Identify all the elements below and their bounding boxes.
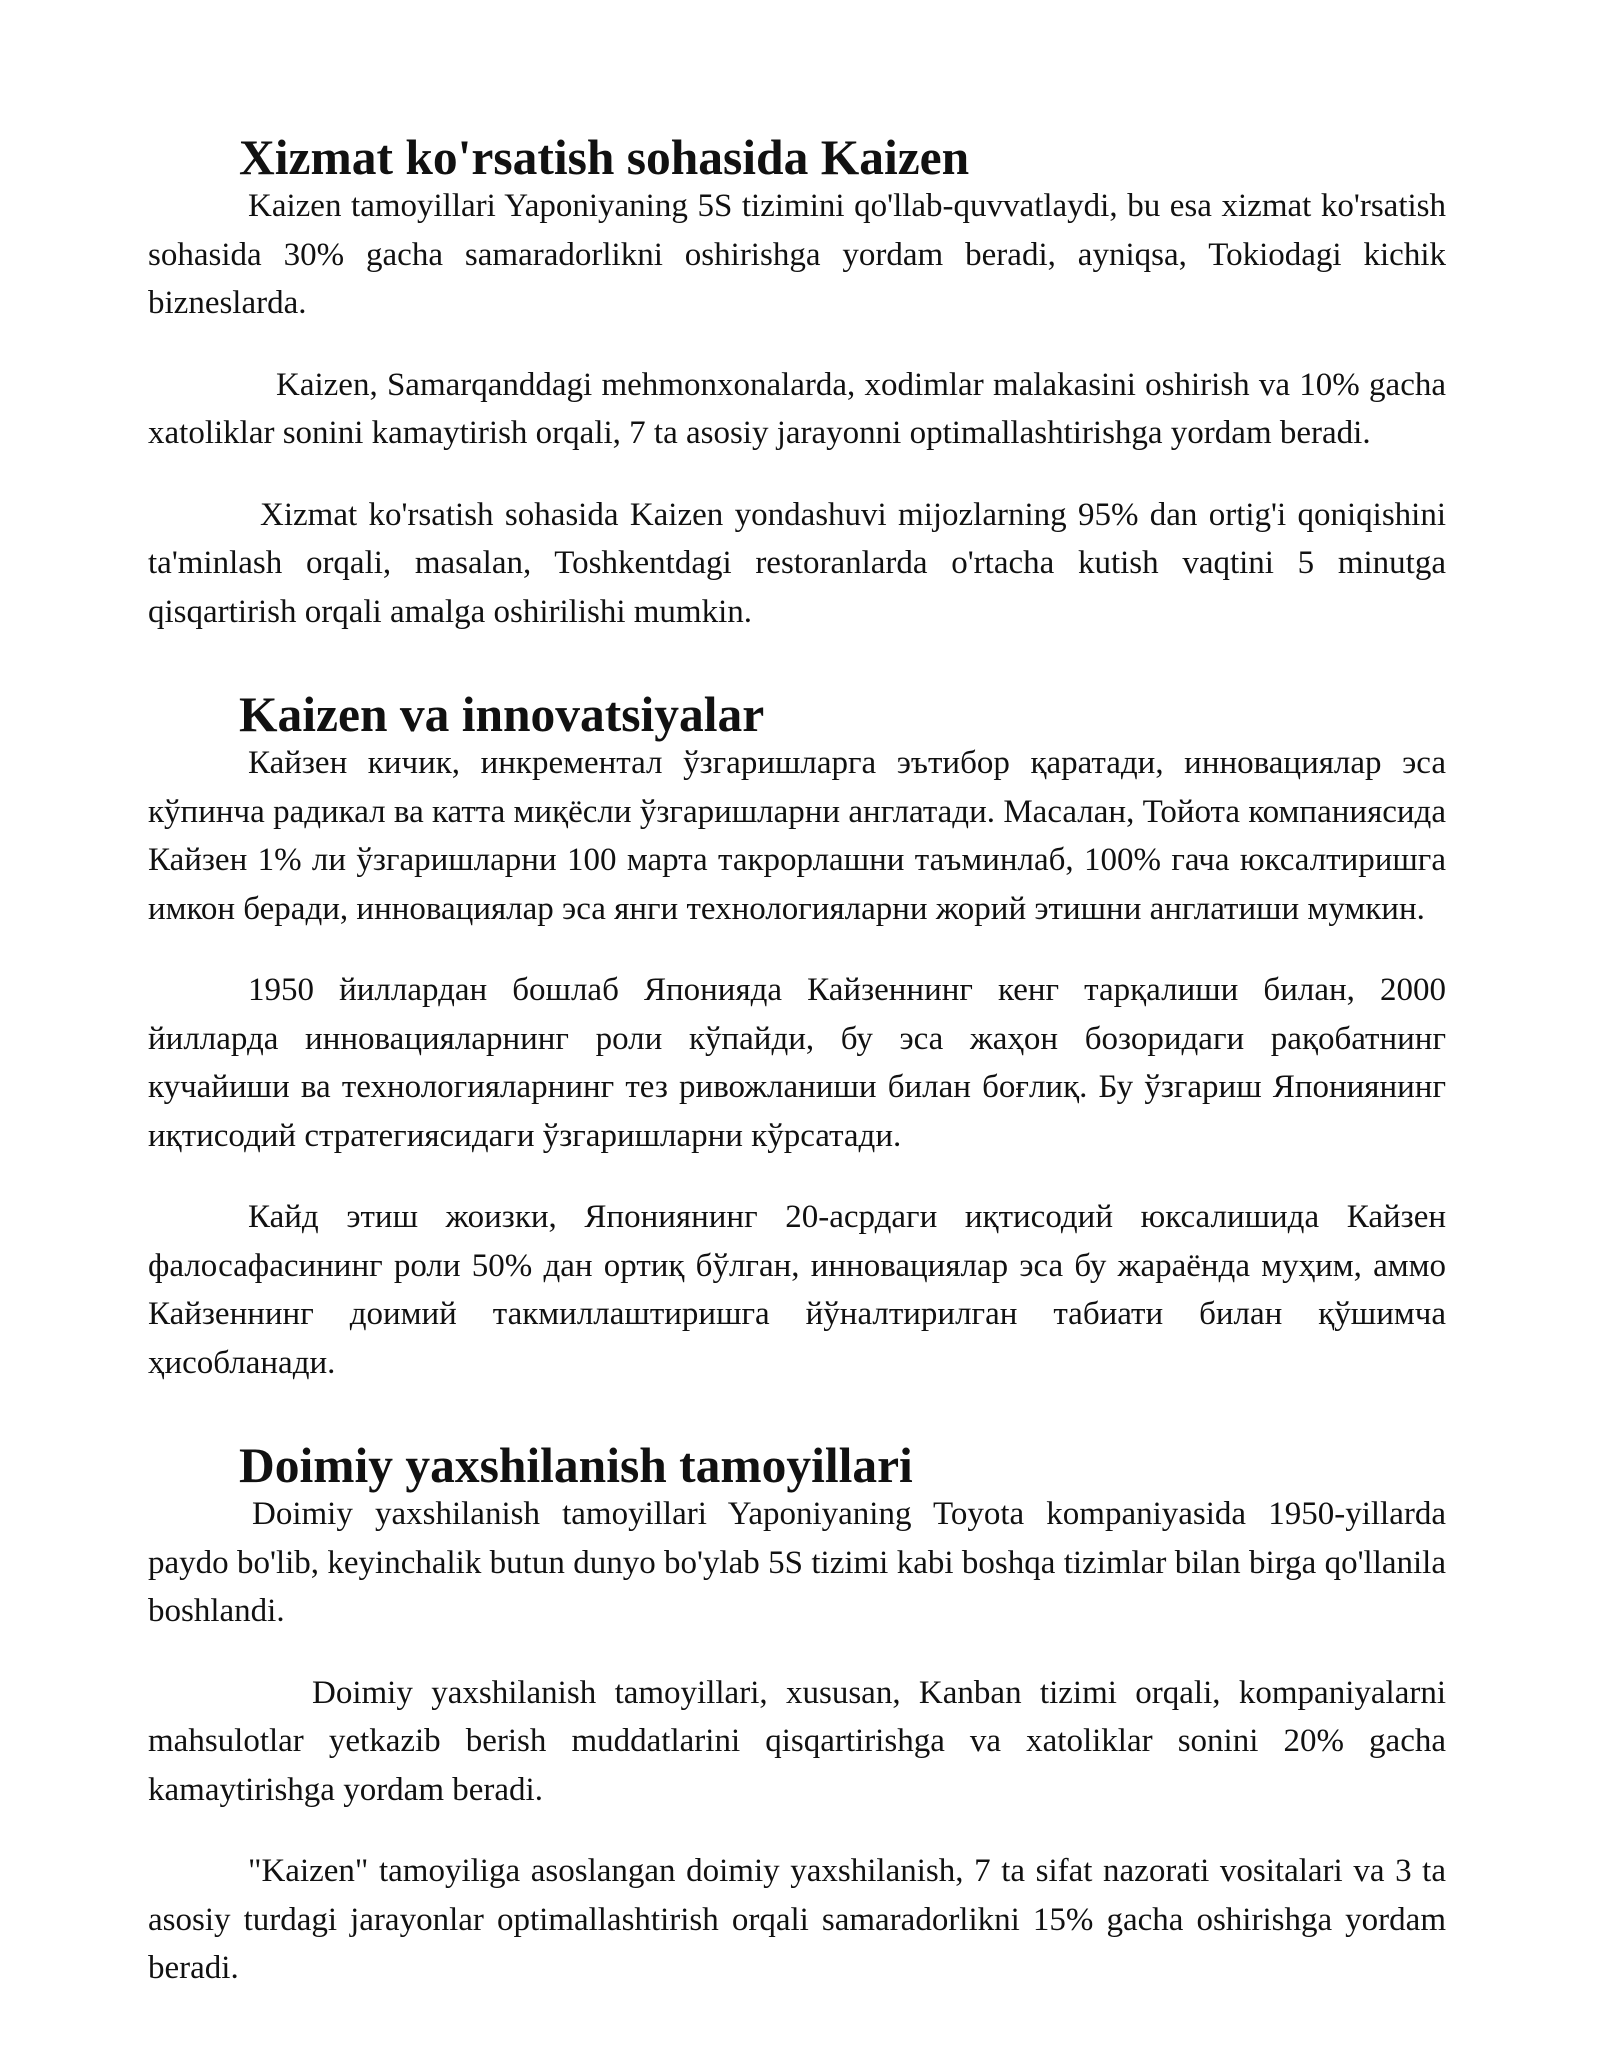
section-continuous-improvement <box>148 1438 1446 1993</box>
paragraph: Kaizen tamoyillari Yaponiyaning 5S tizimini qo'llab-quvvatlaydi, bu esa xizmat ko'rsatish sohasida 30% gacha samaradorlikni oshirishga yordam beradi, ayniqsa, Tokiodagi kichik bizneslarda. <box>148 188 1446 321</box>
paragraph: Кайд этиш жоизки, Япониянинг 20-асрдаги иқтисодий юксалишида Кайзен фалосафасининг роли 50% дан ортиқ бўлган, инновациялар эса бу жараёнда муҳим, аммо Кайзеннинг доимий такмиллаштиришга йўналтирилган табиати билан қўшимча ҳисобланади. <box>148 1199 1446 1381</box>
document-body <box>148 130 1446 2026</box>
paragraph: Doimiy yaxshilanish tamoyillari Yaponiyaning Toyota kompaniyasida 1950-yillarda paydo bo'lib, keyinchalik butun dunyo bo'ylab 5S tizimi kabi boshqa tizimlar bilan birga qo'llanila boshlandi. <box>148 1496 1446 1629</box>
section-service-kaizen <box>148 130 1446 636</box>
paragraph: Doimiy yaxshilanish tamoyillari, xususan, Kanban tizimi orqali, kompaniyalarni mahsulotlar yetkazib berish muddatlarini qisqartirishga va xatoliklar sonini 20% gacha kamaytirishga yordam beradi. <box>148 1674 1446 1808</box>
paragraph: "Kaizen" tamoyiliga asoslangan doimiy yaxshilanish, 7 ta sifat nazorati vositalari va 3 ta asosiy turdagi jarayonlar optimallashtirish orqali samaradorlikni 15% gacha oshirishga yordam beradi. <box>148 1853 1446 1986</box>
section-kaizen-innovations <box>148 687 1446 1387</box>
section-heading: Kaizen va innovatsiyalar <box>239 687 765 742</box>
section-heading: Doimiy yaxshilanish tamoyillari <box>239 1438 913 1493</box>
paragraph: Кайзен кичик, инкрементал ўзгаришларга эътибор қаратади, инновациялар эса кўпинча радикал ва катта миқёсли ўзгаришларни англатади. Масалан, Тойота компаниясида Кайзен 1% ли ўзгаришларни 100 марта такрорлашни таъминлаб, 100% гача юксалтиришга имкон беради, инновациялар эса янги технологияларни жорий этишни англатиши мумкин. <box>148 745 1446 927</box>
section-heading: Xizmat ko'rsatish sohasida Kaizen <box>239 130 970 185</box>
paragraph: 1950 йиллардан бошлаб Японияда Кайзеннинг кенг тарқалиши билан, 2000 йилларда инновацияларнинг роли кўпайди, бу эса жаҳон бозоридаги рақобатнинг кучайиши ва технологияларнинг тез ривожланиши билан боғлиқ. Бу ўзгариш Япониянинг иқтисодий стратегиясидаги ўзгаришларни кўрсатади. <box>148 972 1446 1154</box>
paragraph: Kaizen, Samarqanddagi mehmonxonalarda, xodimlar malakasini oshirish va 10% gacha xatoliklar sonini kamaytirish orqali, 7 ta asosiy jarayonni optimallashtirishga yordam beradi. <box>148 366 1446 451</box>
paragraph: Xizmat ko'rsatish sohasida Kaizen yondashuvi mijozlarning 95% dan ortig'i qoniqishini ta'minlash orqali, masalan, Toshkentdagi restoranlarda o'rtacha kutish vaqtini 5 minutga qisqartirish orqali amalga oshirilishi mumkin. <box>148 496 1446 630</box>
